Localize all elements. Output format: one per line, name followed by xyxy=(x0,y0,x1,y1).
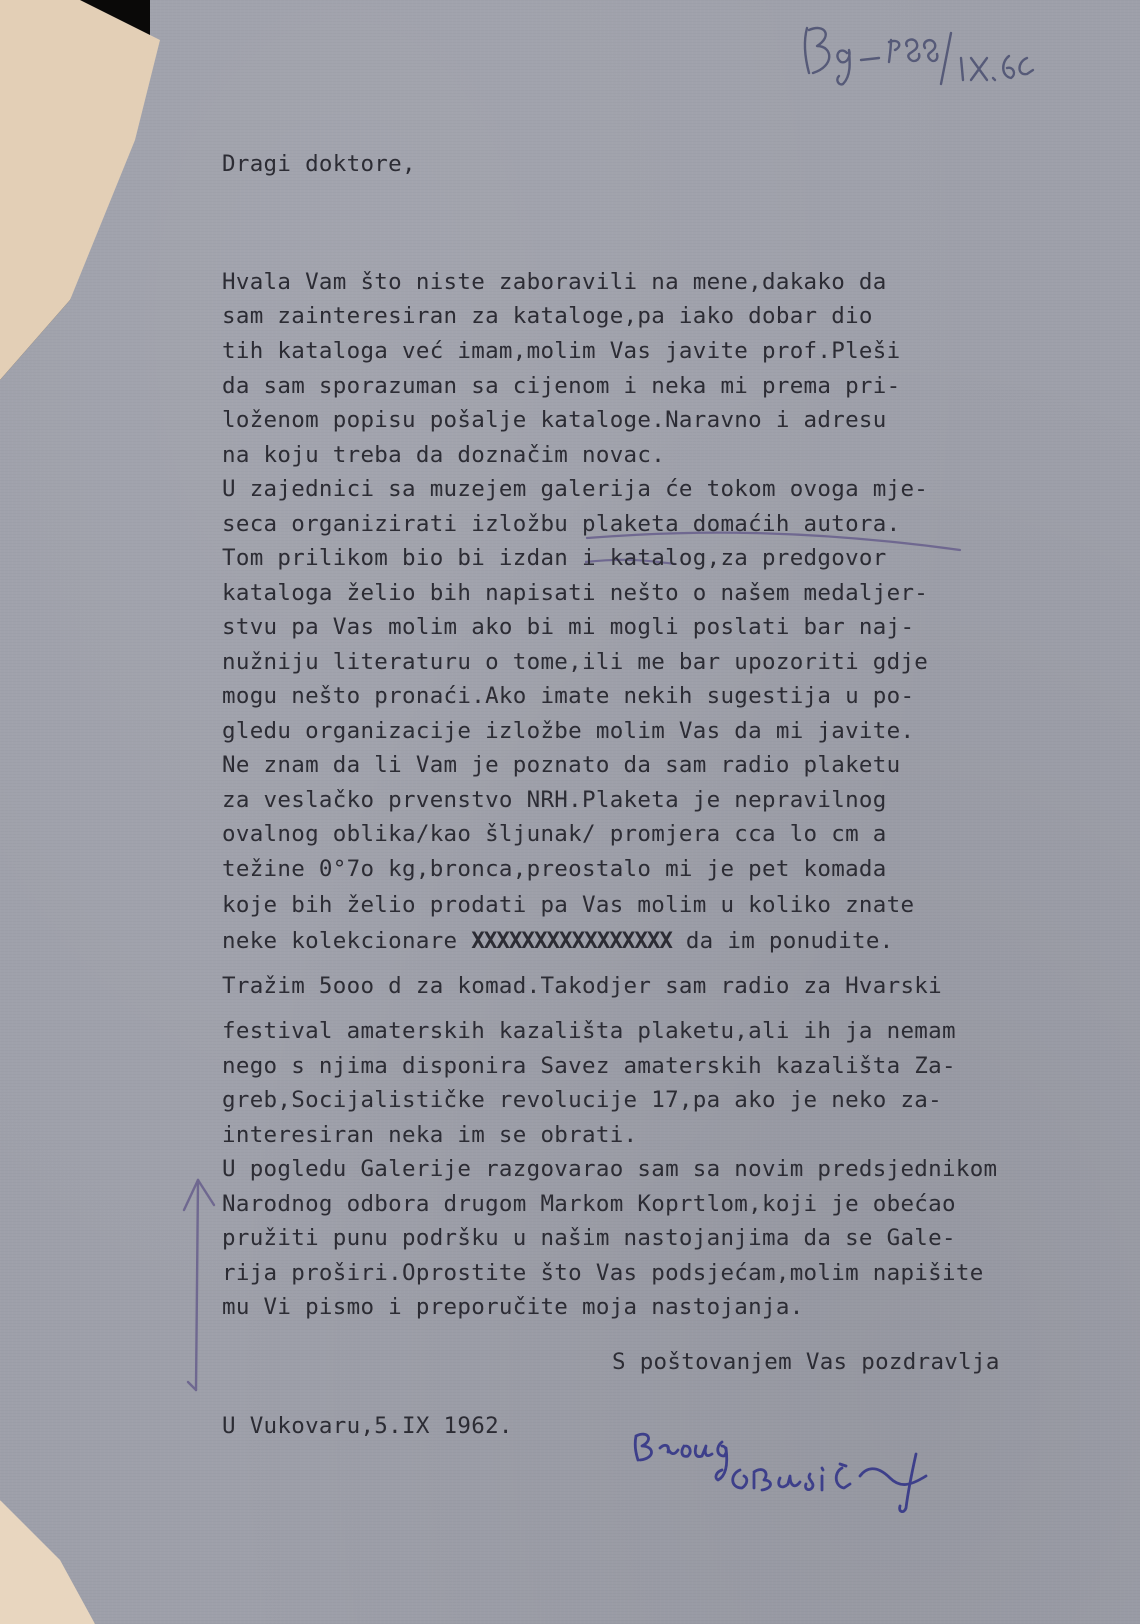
text-line: da sam sporazuman sa cijenom i neka mi prema pri- xyxy=(222,373,901,399)
text-line: U pogledu Galerije razgovarao sam sa novim predsjednikom xyxy=(222,1156,998,1182)
text-line: festival amaterskih kazališta plaketu,ali ih ja nemam xyxy=(222,1018,956,1044)
text-line: Ne znam da li Vam je poznato da sam radio plaketu xyxy=(222,752,901,778)
text-after-strike: da im ponudite. xyxy=(671,928,894,954)
salutation: Dragi doktore, xyxy=(222,151,416,177)
text-line: interesiran neka im se obrati. xyxy=(222,1122,638,1148)
text-line: koje bih želio prodati pa Vas molim u koliko znate xyxy=(222,892,915,918)
text-line: Tražim 5ooo d za komad.Takodjer sam radio za Hvarski xyxy=(222,973,942,999)
text-line: kataloga želio bih napisati nešto o našem medaljer- xyxy=(222,580,929,606)
text-line: Narodnog odbora drugom Markom Koprtlom,koji je obećao xyxy=(222,1191,956,1217)
text-line: ovalnog oblika/kao šljunak/ promjera cca lo cm a xyxy=(222,821,887,847)
text-line: za veslačko prvenstvo NRH.Plaketa je nepravilnog xyxy=(222,787,887,813)
struck-out-text: XXXXXXXXXXXXXXXX xyxy=(471,928,672,954)
text-line: rija proširi.Oprostite što Vas podsjećam,molim napišite xyxy=(222,1260,984,1286)
place-and-date: U Vukovaru,5.IX 1962. xyxy=(222,1413,513,1439)
text-line: stvu pa Vas molim ako bi mi mogli poslati bar naj- xyxy=(222,614,915,640)
text-line: nužniju literaturu o tome,ili me bar upozoriti gdje xyxy=(222,649,929,675)
text-line: loženom popisu pošalje kataloge.Naravno i adresu xyxy=(222,407,887,433)
text-line: gledu organizacije izložbe molim Vas da mi javite. xyxy=(222,718,915,744)
text-line: nego s njima disponira Savez amaterskih kazališta Za- xyxy=(222,1053,956,1079)
text-line: greb,Socijalističke revolucije 17,pa ako je neko za- xyxy=(222,1087,942,1113)
text-line: U zajednici sa muzejem galerija će tokom ovoga mje- xyxy=(222,476,929,502)
text-line: mu Vi pismo i preporučite moja nastojanja. xyxy=(222,1294,804,1320)
text-line: tih kataloga već imam,molim Vas javite prof.Pleši xyxy=(222,338,901,364)
text-before-strike: neke kolekcionare xyxy=(222,928,472,954)
text-line: težine 0°7o kg,bronca,preostalo mi je pet komada xyxy=(222,856,887,882)
text-line: Hvala Vam što niste zaboravili na mene,dakako da xyxy=(222,269,887,295)
text-line: mogu nešto pronaći.Ako imate nekih sugestija u po- xyxy=(222,683,915,709)
text-line: pružiti punu podršku u našim nastojanjima da se Gale- xyxy=(222,1225,956,1251)
text-line: Tom prilikom bio bi izdan i katalog,za predgovor xyxy=(222,545,887,571)
archive-number-handwriting xyxy=(795,18,1075,88)
handwritten-signature xyxy=(630,1428,970,1518)
text-line: seca organizirati izložbu plaketa domaćih autora. xyxy=(222,511,901,537)
closing: S poštovanjem Vas pozdravlja xyxy=(612,1349,1000,1375)
text-line: sam zainteresiran za kataloge,pa iako dobar dio xyxy=(222,303,873,329)
text-line-with-strikeout xyxy=(222,927,894,955)
text-line: na koju treba da doznačim novac. xyxy=(222,442,666,468)
